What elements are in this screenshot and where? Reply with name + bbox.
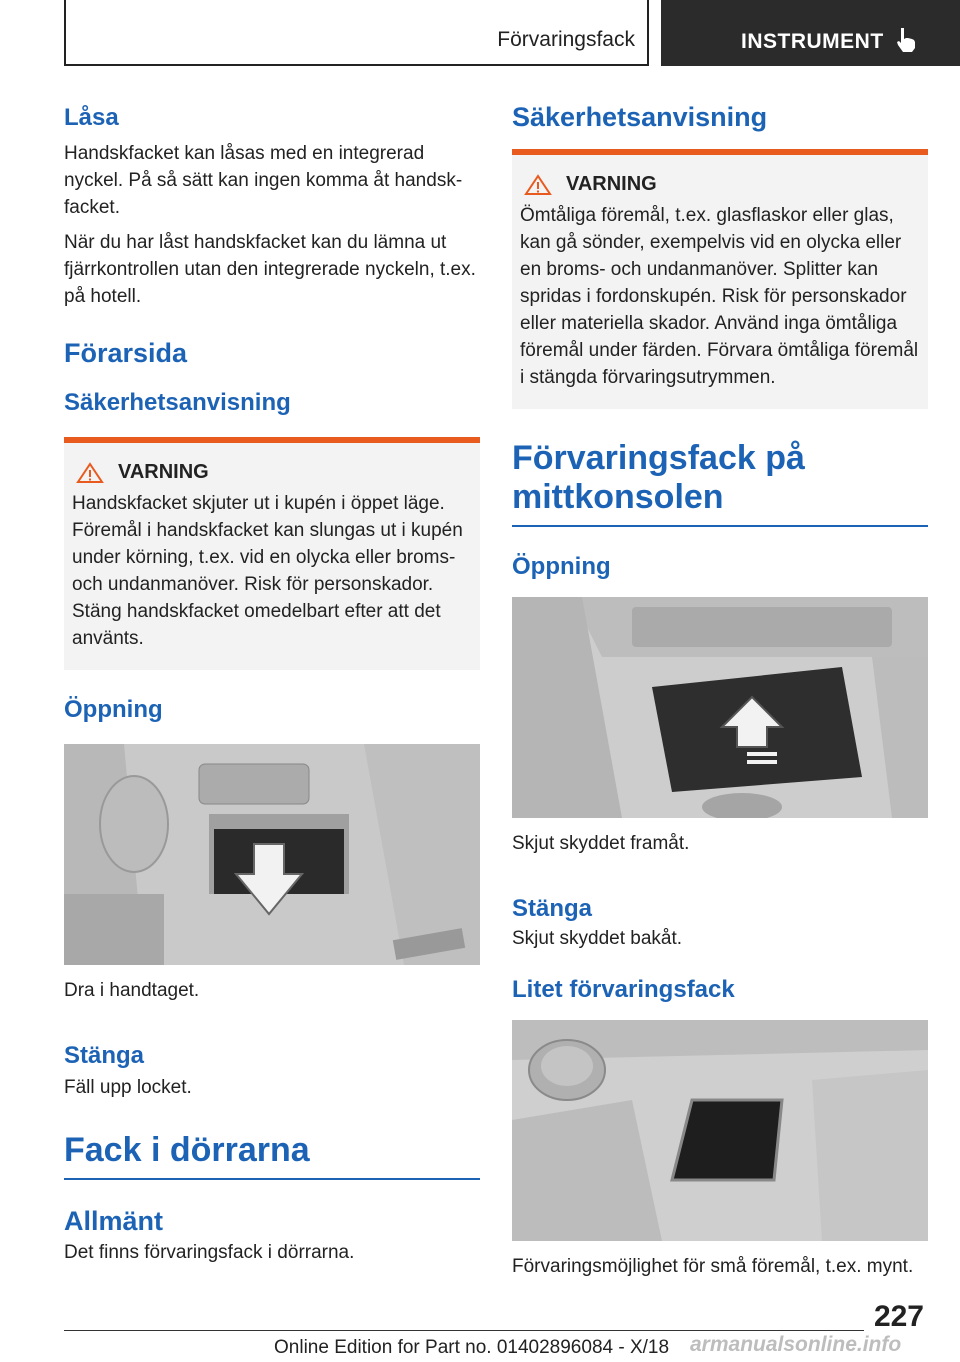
warning-box-left <box>64 437 480 670</box>
paragraph-stanga-right: Skjut skyddet bakåt. <box>512 928 683 949</box>
caption-oppning-left: Dra i handtaget. <box>64 980 200 1001</box>
warning-text-left: Handskfacket skjuter ut i kupén i öppet läge. Föremål i handskfacket kan slungas ut i kupén under körning, t.ex. vid en olycka eller broms- och undanmanöver. Risk för personskador. Stäng handskfacket omedelbart efter att det använts. <box>72 493 463 649</box>
left-column <box>64 100 480 1266</box>
header-section-box <box>64 0 649 66</box>
caption-litet: Förvaringsmöjlighet för små föremål, t.ex. mynt. <box>512 1256 914 1277</box>
warning-label-right: VARNING <box>566 173 657 195</box>
warning-triangle-icon <box>524 174 552 196</box>
footer-divider <box>64 1330 864 1331</box>
small-storage-photo <box>512 1020 928 1241</box>
heading-safety-right: Säkerhetsanvisning <box>512 102 768 132</box>
center-console-photo <box>512 597 928 818</box>
heading-fack-i-dorrarna: Fack i dörrarna <box>64 1131 480 1180</box>
heading-allmant: Allmänt <box>64 1206 164 1236</box>
footer-edition: Online Edition for Part no. 01402896084 - X/18 <box>274 1337 670 1358</box>
header-section-title: Förvaringsfack <box>497 28 635 51</box>
pointing-hand-icon <box>893 26 921 54</box>
page-number: 227 <box>873 1300 924 1333</box>
warning-header-left <box>72 461 472 484</box>
footer-watermark: armanualsonline.info <box>690 1333 902 1356</box>
heading-stanga-right: Stänga <box>512 895 593 922</box>
heading-stanga-left: Stänga <box>64 1042 145 1069</box>
paragraph-lasa-1: Handskfacket kan låsas med en integrerad nyckel. På så sätt kan ingen komma åt handskfacket. <box>64 143 463 218</box>
paragraph-stanga-left: Fäll upp locket. <box>64 1077 192 1098</box>
small-storage-illustration <box>512 1020 928 1241</box>
paragraph-lasa-2: När du har låst handskfacket kan du lämna ut fjärrkontrollen utan den integrerade nyckeln, t.ex. på hotell. <box>64 232 476 307</box>
warning-triangle-icon <box>76 462 104 484</box>
heading-lasa: Låsa <box>64 104 119 131</box>
warning-box-right <box>512 149 928 409</box>
page-header <box>0 0 960 66</box>
paragraph-allmant: Det finns förvaringsfack i dörrarna. <box>64 1242 355 1263</box>
heading-oppning-right: Öppning <box>512 553 611 580</box>
center-console-illustration <box>512 597 928 818</box>
right-column <box>512 100 928 1280</box>
header-chapter-title: INSTRUMENT <box>741 30 884 53</box>
warning-header-right <box>520 173 920 196</box>
glovebox-illustration <box>64 744 480 965</box>
caption-oppning-right: Skjut skyddet framåt. <box>512 833 690 854</box>
glovebox-photo <box>64 744 480 965</box>
heading-safety-left: Säkerhetsanvisning <box>64 389 291 416</box>
warning-label-left: VARNING <box>118 461 209 483</box>
heading-forarsida: Förarsida <box>64 338 188 368</box>
heading-litet-forvaringsfack: Litet förvaringsfack <box>512 976 735 1003</box>
heading-oppning-left: Öppning <box>64 696 163 723</box>
heading-mittkonsol: Förvaringsfack på mittkonsolen <box>512 439 928 527</box>
header-chapter-box <box>661 0 960 66</box>
warning-text-right: Ömtåliga föremål, t.ex. glasflaskor eller glas, kan gå sönder, exempelvis vid en olycka eller en broms- och undanmanöver. Splitter kan spridas i fordonskupén. Risk för personskador eller materiella skador. Använd inga ömtåliga föremål under färden. Förvara ömtåliga föremål i stängda förvaringsutrymmen. <box>520 205 919 388</box>
